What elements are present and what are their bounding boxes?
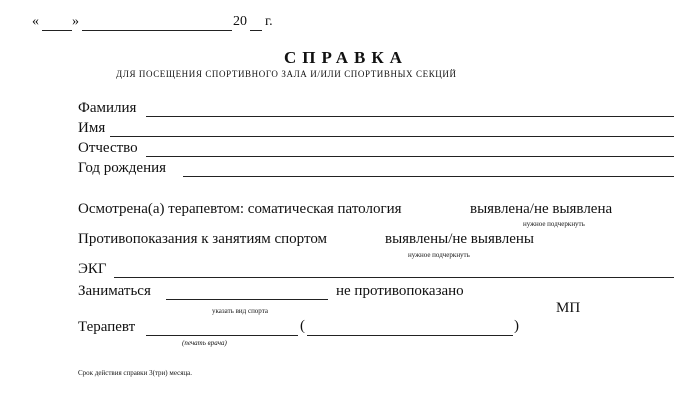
birth-year-label: Год рождения [78, 160, 167, 176]
contraindications-text: Противопоказания к занятиям спортом [78, 231, 328, 247]
doctor-close-paren: ) [514, 318, 519, 334]
date-open-quote: « [32, 14, 39, 29]
document-subtitle: ДЛЯ ПОСЕЩЕНИЯ СПОРТИВНОГО ЗАЛА И/ИЛИ СПОРТИВНЫХ СЕКЦИЙ [116, 69, 457, 79]
ecg-label: ЭКГ [78, 261, 107, 277]
sport-type-hint: указать вид спорта [212, 307, 268, 315]
birth-year-blank [183, 176, 674, 177]
validity-note: Срок действия справки 3(три) месяца. [78, 369, 193, 377]
surname-label: Фамилия [78, 100, 137, 116]
date-close-quote: » [72, 14, 79, 29]
contraindications-options: выявлены/не выявлены [385, 231, 534, 247]
doctor-stamp-hint: (печать врача) [182, 339, 227, 347]
examined-text: Осмотрена(а) терапевтом: соматическая патология [78, 201, 402, 217]
doctor-signature-blank [146, 335, 298, 336]
underline-hint-1: нужное подчеркнуть [523, 220, 585, 228]
year-blank [250, 30, 262, 31]
document-title: СПРАВКА [284, 48, 408, 67]
year-prefix: 20 [233, 14, 247, 29]
sport-type-blank [166, 299, 328, 300]
year-suffix: г. [265, 14, 273, 29]
sport-label: Заниматься [78, 283, 151, 299]
day-blank [42, 30, 72, 31]
name-blank [110, 136, 674, 137]
doctor-label: Терапевт [78, 319, 136, 335]
stamp-label: МП [556, 300, 581, 316]
patronymic-label: Отчество [78, 140, 138, 156]
ecg-blank [114, 277, 674, 278]
name-label: Имя [78, 120, 106, 136]
doctor-name-blank [307, 335, 513, 336]
underline-hint-2: нужное подчеркнуть [408, 251, 470, 259]
examined-options: выявлена/не выявлена [470, 201, 613, 217]
surname-blank [146, 116, 674, 117]
doctor-open-paren: ( [300, 318, 305, 334]
patronymic-blank [146, 156, 674, 157]
sport-permission: не противопоказано [336, 283, 464, 299]
month-blank [82, 30, 232, 31]
